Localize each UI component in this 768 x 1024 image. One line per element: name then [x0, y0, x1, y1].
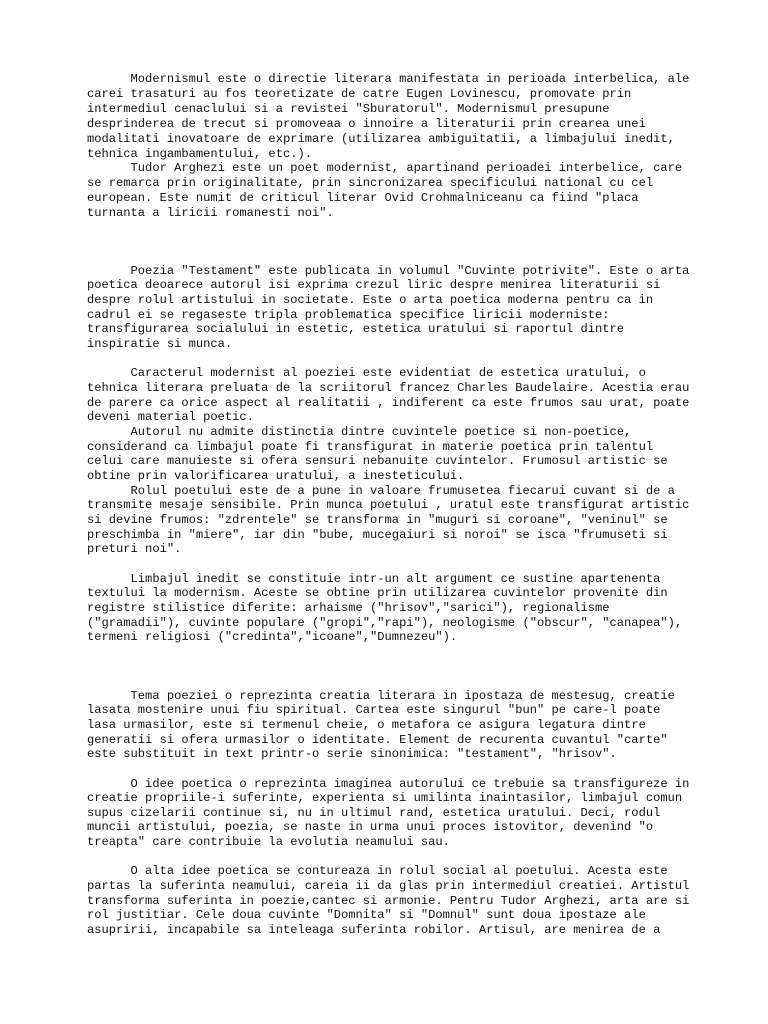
text-line: se remarca prin originalitate, prin sincronizarea specificului national cu cel [87, 176, 654, 190]
text-line: lasata mostenire unui fiu spiritual. Cartea este singurul "bun" pe care-l poate [87, 703, 661, 717]
text-line: celui care manuieste si ofera sensuri nebanuite cuvintelor. Frumosul artistic se [87, 454, 668, 468]
text-line: O idee poetica o reprezinta imaginea autorului ce trebuie sa transfigureze in [87, 777, 690, 791]
text-line: termeni religiosi ("credinta","icoane","Dumnezeu"). [87, 630, 458, 644]
text-line: obtine prin valorificarea uratului, a inesteticului. [87, 469, 465, 483]
text-line: transmite mesaje sensibile. Prin munca poetului , uratul este transfigurat artistic [87, 498, 690, 512]
text-line: lasa urmasilor, este si termenul cheie, o metafora ce asigura legatura dintre [87, 718, 646, 732]
text-line: este substituit in text printr-o serie sinonimica: "testament", "hrisov". [87, 747, 617, 761]
text-line: Caracterul modernist al poeziei este evidentiat de estetica uratului, o [87, 366, 646, 380]
text-line: deveni material poetic. [87, 410, 254, 424]
text-line: transfigurarea socialului in estetic, estetica uratului si raportul dintre [87, 322, 625, 336]
text-line: preturi noi". [87, 542, 182, 556]
text-line: carei trasaturi au fos teoretizate de catre Eugen Lovinescu, promovate prin [87, 87, 632, 101]
text-line: Rolul poetului este de a pune in valoare frumusetea fiecarui cuvant si de a [87, 484, 675, 498]
text-line: rol justitiar. Cele doua cuvinte "Domnita" si "Domnul" sunt doua ipostaze ale [87, 908, 646, 922]
text-line: registre stilistice diferite: arhaisme ("hrisov","sarici"), regionalisme [87, 601, 610, 615]
text-line: transforma suferinta in poezie,cantec si armonie. Pentru Tudor Arghezi, arta are si [87, 894, 690, 908]
text-line: Limbajul inedit se constituie intr-un alt argument ce sustine apartenenta [87, 572, 661, 586]
text-line: treapta" care contribuie la evolutia neamului sau. [87, 835, 450, 849]
text-line: muncii artistului, poezia, se naste in urma unui proces istovitor, devenind "o [87, 820, 654, 834]
text-line: european. Este numit de criticul literar Ovid Crohmalniceanu ca fiind "placa [87, 191, 639, 205]
text-line: intermediul cenaclului si a revistei "Sburatorul". Modernismul presupune [87, 102, 610, 116]
text-line: tehnica ingambamentului, etc.). [87, 147, 312, 161]
text-line: partas la suferinta neamului, careia ii da glas prin intermediul creatiei. Artistul [87, 879, 690, 893]
text-line: de parere ca orice aspect al realitatii , indiferent ca este frumos sau urat, poate [87, 396, 690, 410]
text-line: preschimba in "miere", iar din "bube, mucegaiuri si noroi" se isca "frumuseti si [87, 528, 668, 542]
text-line: si devine frumos: "zdrentele" se transforma in "muguri si coroane", "veninul" se [87, 513, 668, 527]
text-line: ("gramadii"), cuvinte populare ("gropi","rapi"), neologisme ("obscur", "canapea"), [87, 616, 683, 630]
text-line: turnanta a liricii romanesti noi". [87, 206, 334, 220]
text-line: generatii si ofera urmasilor o identitate. Element de recurenta cuvantul "carte" [87, 733, 668, 747]
text-line: O alta idee poetica se contureaza in rolul social al poetului. Acesta este [87, 864, 668, 878]
text-line: despre rolul artistului in societate. Este o arta poetica moderna pentru ca in [87, 293, 654, 307]
text-line: Modernismul este o directie literara manifestata in perioada interbelica, ale [87, 72, 690, 86]
text-line: modalitati inovatoare de exprimare (utilizarea ambiguitatii, a limbajului inedit, [87, 132, 675, 146]
text-line: Autorul nu admite distinctia dintre cuvintele poetice si non-poetice, [87, 425, 632, 439]
text-line: tehnica literara preluata de la scriitorul francez Charles Baudelaire. Acestia erau [87, 381, 690, 395]
text-line: cadrul ei se regaseste tripla problematica specifice liricii moderniste: [87, 308, 610, 322]
text-line: considerand ca limbajul poate fi transfigurat in materie poetica prin talentul [87, 440, 654, 454]
text-line: poetica deoarece autorul isi exprima crezul liric despre menirea literaturii si [87, 278, 661, 292]
text-line: desprinderea de trecut si promoveaa o innoire a literaturii prin crearea unei [87, 117, 646, 131]
text-line: Tema poeziei o reprezinta creatia literara in ipostaza de mestesug, creatie [87, 689, 675, 703]
text-line: inspiratie si munca. [87, 337, 233, 351]
text-line: creatie propriile-i suferinte, experienta si umilinta inaintasilor, limbajul comun [87, 791, 683, 805]
text-line: Poezia "Testament" este publicata in volumul "Cuvinte potrivite". Este o arta [87, 264, 690, 278]
text-line: supus cizelarii continue si, nu in ultimul rand, estetica uratului. Deci, rodul [87, 806, 661, 820]
text-line: textului la modernism. Aceste se obtine prin utilizarea cuvintelor provenite din [87, 586, 668, 600]
text-line: asupririi, incapabile sa inteleaga suferinta robilor. Artisul, are menirea de a [87, 923, 661, 937]
text-line: Tudor Arghezi este un poet modernist, apartinand perioadei interbelice, care [87, 161, 683, 175]
